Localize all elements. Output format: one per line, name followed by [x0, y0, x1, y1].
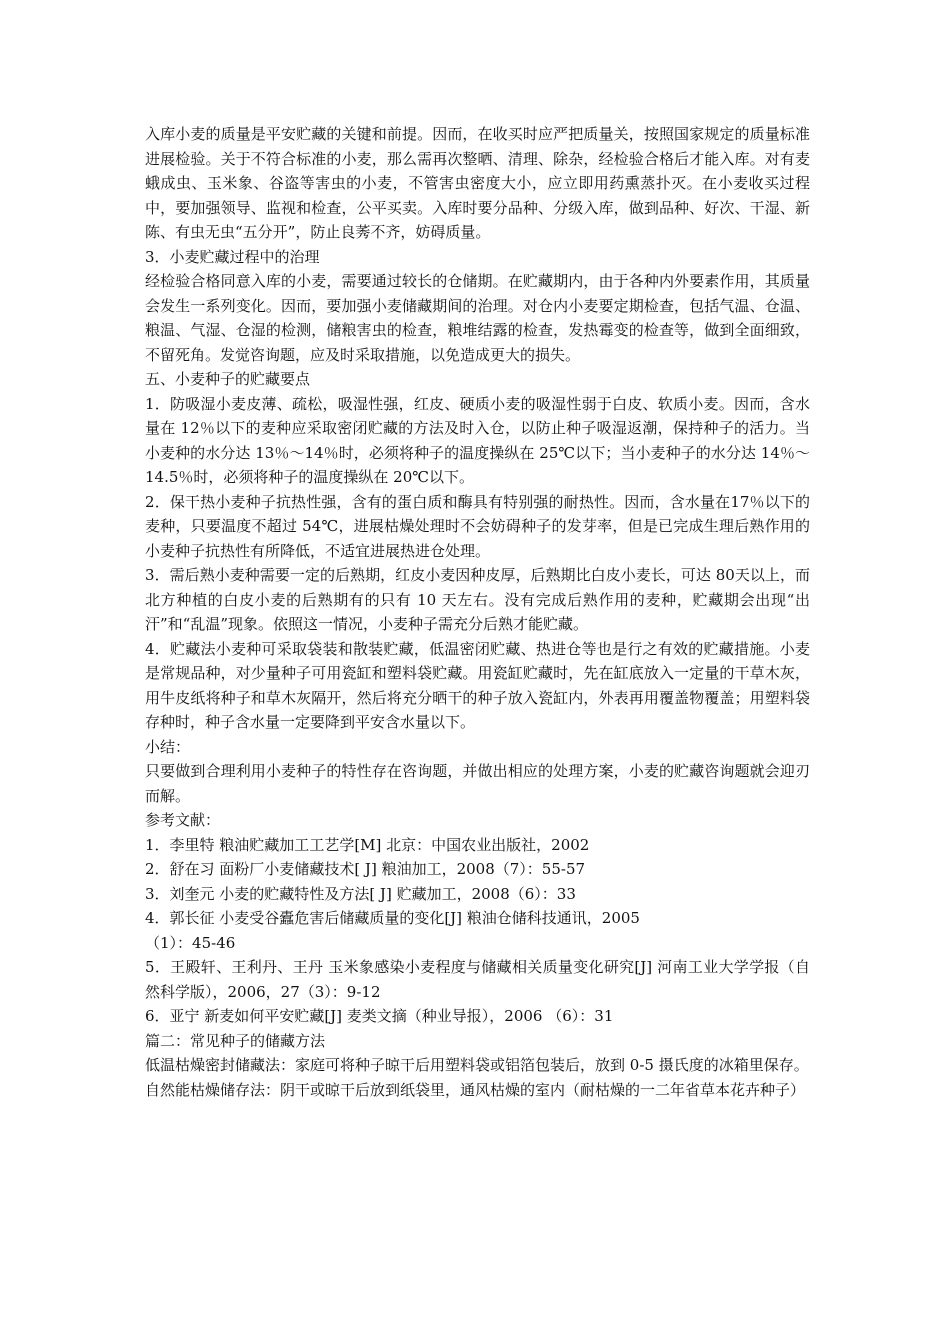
reference-item: 6．亚宁 新麦如何平安贮藏[J] 麦类文摘（种业导报），2006 （6）：31	[145, 1007, 614, 1025]
heading-summary: 小结：	[145, 737, 191, 756]
reference-item: 4．郭长征 小麦受谷蠹危害后储藏质量的变化[J] 粮油仓储科技通讯，2005	[145, 909, 640, 927]
reference-item: 3．刘奎元 小麦的贮藏特性及方法[ J] 贮藏加工，2008（6）：33	[145, 884, 576, 903]
paragraph-storage-methods: 4．贮藏法小麦种可采取袋装和散装贮藏，低温密闭贮藏、热进仓等也是行之有效的贮藏措施。小麦是常规品种，对少量种子可用瓷缸和塑料袋贮藏。用瓷缸贮藏时，先在缸底放入一定量的干草木灰，用牛皮纸将种子和草木灰隔开，然后将充分晒干的种子放入瓷缸内，外表再用覆盖物覆盖；用塑料袋存种时，种子含水量一定要降到平安含水量以下。	[145, 639, 810, 731]
reference-item: 1．李里特 粮油贮藏加工工艺学[M] 北京：中国农业出版社，2002	[145, 835, 590, 854]
paragraph-natural-dry-storage: 自然能枯燥储存法：阴干或晾干后放到纸袋里，通风枯燥的室内（耐枯燥的一二年省草本花卉种子）	[145, 1080, 806, 1099]
heading-seed-storage-points: 五、小麦种子的贮藏要点	[145, 370, 311, 388]
document-body	[145, 122, 810, 1102]
heading-article-two: 篇二：常见种子的储藏方法	[145, 1031, 326, 1050]
heading-references: 参考文献：	[145, 811, 221, 829]
heading-storage-management: 3．小麦贮藏过程中的治理	[145, 247, 320, 266]
paragraph-summary: 只要做到合理利用小麦种子的特性存在咨询题，并做出相应的处理方案，小麦的贮藏咨询题就会迎刃而解。	[145, 762, 810, 805]
paragraph-intake-quality: 入库小麦的质量是平安贮藏的关键和前提。因而，在收买时应严把质量关，按照国家规定的质量标准进展检验。关于不符合标准的小麦，那么需再次整晒、清理、除杂，经检验合格后才能入库。对有麦蛾成虫、玉米象、谷盗等害虫的小麦，不管害虫密度大小，应立即用药熏蒸扑灭。在小麦收买过程中，要加强领导、监视和检查，公平买卖。入库时要分品种、分级入库，做到品种、好次、干湿、新陈、有虫无虫“五分开”，防止良莠不齐，妨碍质量。	[145, 125, 810, 241]
reference-item: 2．舒在习 面粉厂小麦储藏技术[ J] 粮油加工，2008（7）：55-57	[145, 860, 586, 878]
paragraph-storage-management: 经检验合格同意入库的小麦，需要通过较长的仓储期。在贮藏期内，由于各种内外要素作用，其质量会发生一系列变化。因而，要加强小麦储藏期间的治理。对仓内小麦要定期检查，包括气温、仓温、粮温、气湿、仓湿的检测，储粮害虫的检查，粮堆结露的检查，发热霉变的检查等，做到全面细致，不留死角。发觉咨询题，应及时采取措施，以免造成更大的损失。	[145, 272, 810, 364]
paragraph-low-temp-storage: 低温枯燥密封储藏法：家庭可将种子晾干后用塑料袋或铝箔包装后，放到 0-5 摄氏度的冰箱里保存。	[145, 1056, 809, 1074]
paragraph-heat-resistance: 2．保干热小麦种子抗热性强，含有的蛋白质和酶具有特别强的耐热性。因而，含水量在17％以下的麦种，只要温度不超过 54℃，进展枯燥处理时不会妨碍种子的发芽率，但是已完成生理后熟作用的小麦种子抗热性有所降低，不适宜进展热进仓处理。	[145, 492, 810, 560]
reference-item: 5．王殿轩、王利丹、王丹 玉米象感染小麦程度与储藏相关质量变化研究[J] 河南工业大学学报（自然科学版），2006，27（3）：9-12	[145, 958, 810, 1001]
paragraph-after-ripening: 3．需后熟小麦种需要一定的后熟期，红皮小麦因种皮厚，后熟期比白皮小麦长，可达 80天以上，而北方种植的白皮小麦的后熟期有的只有 10 天左右。没有完成后熟作用的麦种，贮藏期会出现“出汗”和“乱温”现象。依照这一情况，小麦种子需充分后熟才能贮藏。	[145, 566, 810, 633]
paragraph-moisture-proofing: 1．防吸湿小麦皮薄、疏松，吸湿性强，红皮、硬质小麦的吸湿性弱于白皮、软质小麦。因而，含水量在 12％以下的麦种应采取密闭贮藏的方法及时入仓，以防止种子吸湿返潮，保持种子的活力。当小麦种的水分达 13％～14％时，必须将种子的温度操纵在 25℃以下；当小麦种子的水分达 14％～14.5％时，必须将种子的温度操纵在 20℃以下。	[145, 394, 810, 486]
reference-item-continued: （1）：45-46	[145, 933, 236, 952]
